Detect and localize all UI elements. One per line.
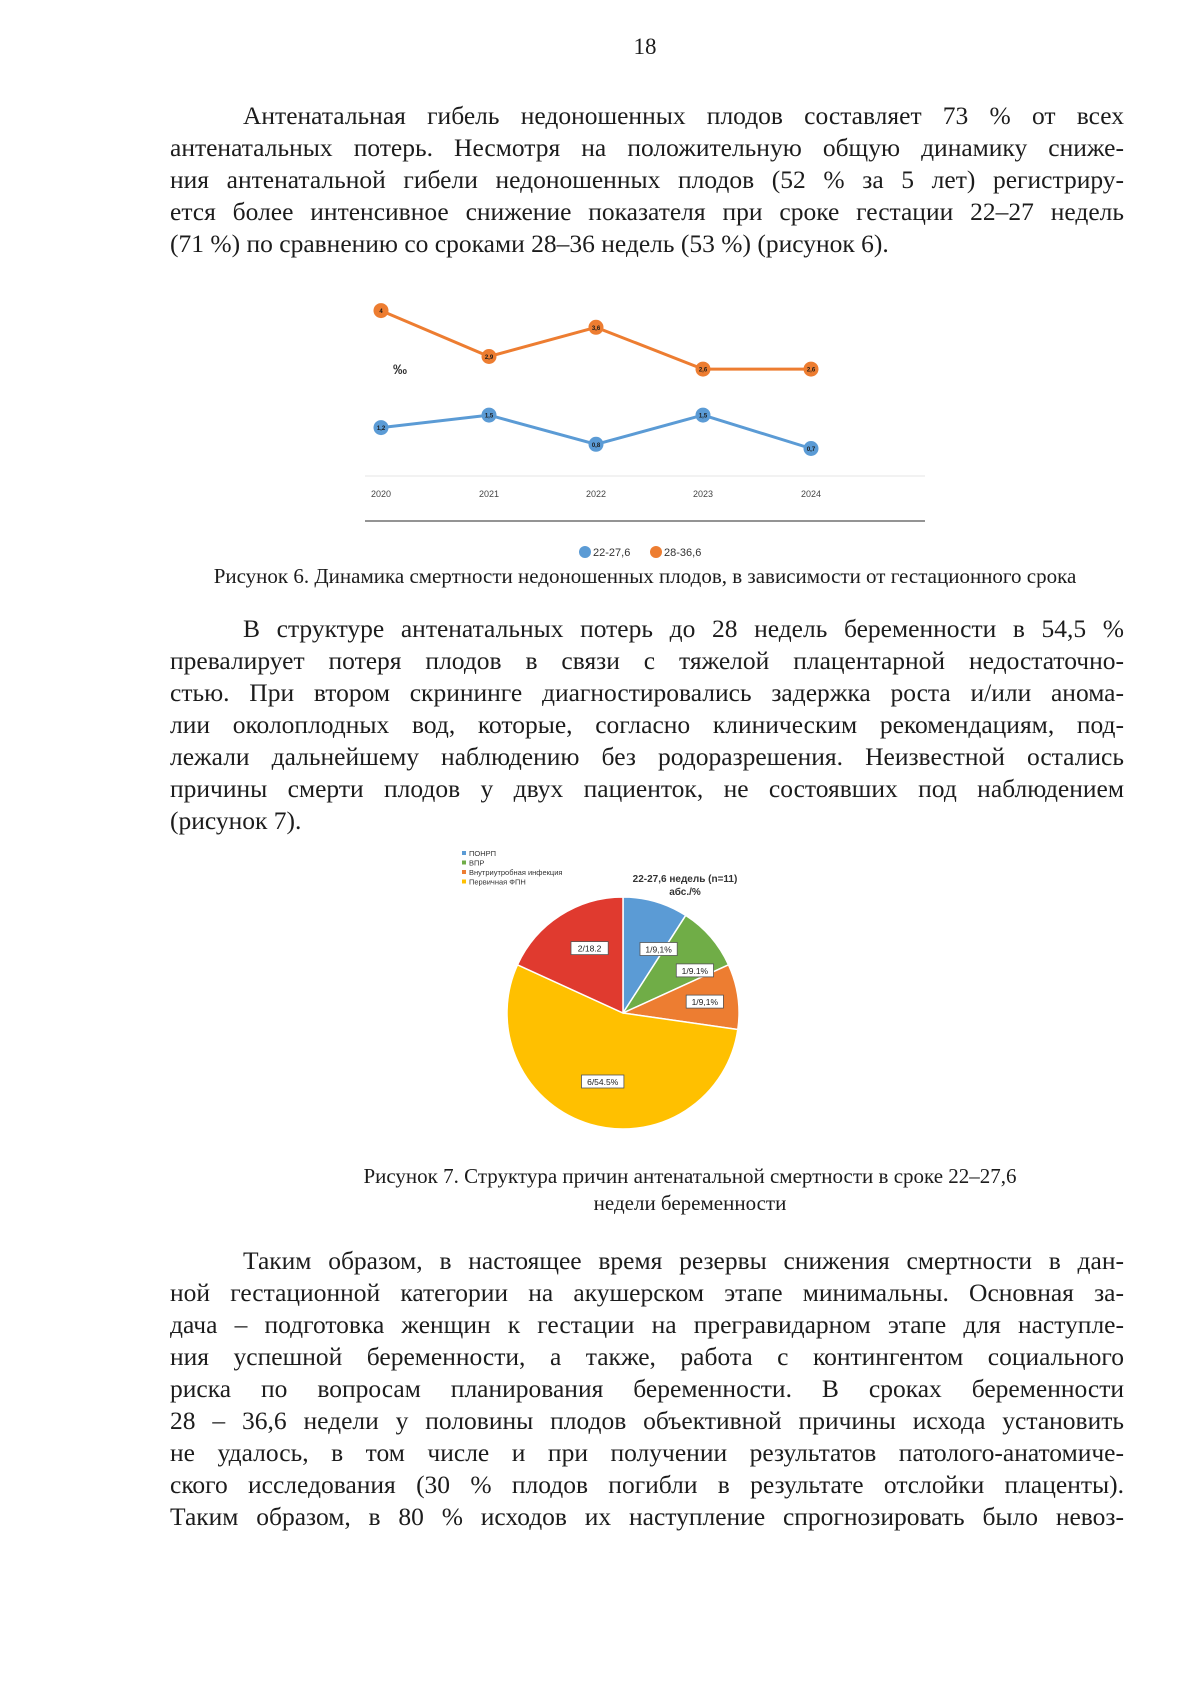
data-label: 2,9: [484, 355, 494, 361]
mortality-line-chart: [360, 290, 940, 560]
legend-swatch: [462, 851, 466, 855]
text-line: причины смерти плодов у двух пациенток, не состоявших под наблюдением: [170, 774, 1124, 803]
data-label: 0,7: [806, 447, 816, 453]
slice-label: 6/54.5%: [587, 1077, 619, 1087]
legend-marker-22-27: [579, 546, 591, 558]
x-tick-label: 2024: [800, 489, 822, 499]
pie-legend: [462, 849, 562, 887]
text-line: Антенатальная гибель недоношенных плодов составляет 73 % от всех: [243, 101, 1124, 130]
text-line: лии околоплодных вод, которые, согласно клиническим рекомендациям, под-: [170, 710, 1124, 739]
pie-title-line2: абс./%: [669, 887, 701, 898]
slice-label: 1/9,1%: [645, 944, 672, 955]
text-line: (71 %) по сравнению со сроками 28–36 недель (53 %) (рисунок 6).: [170, 229, 889, 258]
data-label: 1,5: [484, 413, 494, 420]
data-label: 1,2: [376, 426, 386, 433]
x-tick-label: 2023: [692, 489, 714, 499]
legend-swatch: [462, 870, 466, 874]
data-label: 2,6: [806, 367, 816, 374]
text-line: ского исследования (30 % плодов погибли в результате отслойки плаценты).: [170, 1470, 1124, 1499]
slice-label: 1/9,1%: [691, 997, 719, 1008]
page-number: 18: [633, 34, 657, 59]
text-line: ется более интенсивное снижение показателя при сроке гестации 22–27 недель: [170, 197, 1124, 226]
text-line: лежали дальнейшему наблюдению без родоразрешения. Неизвестной остались: [170, 742, 1124, 771]
text-line: превалирует потеря плодов в связи с тяжелой плацентарной недостаточно-: [170, 646, 1124, 675]
slice-label: 1/9.1%: [681, 965, 709, 976]
legend-label: ВПР: [469, 858, 485, 868]
paragraph-3: [170, 1245, 1124, 1533]
text-line: (рисунок 7).: [170, 806, 302, 835]
legend-label: Внутриутробная инфекция: [469, 868, 563, 877]
text-line: риска по вопросам планирования беременности. В сроках беременности: [170, 1374, 1124, 1403]
chart-legend: [579, 546, 701, 559]
text-line: ния антенатальной гибели недоношенных плодов (52 % за 5 лет) регистриру-: [170, 165, 1124, 194]
legend-label: ПОНРП: [469, 849, 497, 858]
series-28-36-line: [381, 311, 811, 370]
pie-title-line1: 22-27,6 недель (n=11): [632, 874, 738, 885]
text-line: ния успешной беременности, а также, работа с контингентом социального: [170, 1342, 1124, 1371]
text-line: В структуре антенатальных потерь до 28 недель беременности в 54,5 %: [243, 614, 1124, 643]
data-label: 3,6: [591, 325, 601, 332]
caption-line: недели беременности: [593, 1191, 787, 1215]
legend-label-22-27: 22-27,6: [593, 547, 631, 559]
caption-line: Рисунок 7. Структура причин антенатальной смертности в сроке 22–27,6: [363, 1164, 1017, 1188]
data-label: 0,8: [591, 442, 601, 449]
y-axis-unit-label: ‰: [393, 361, 407, 377]
data-label: 2,6: [698, 367, 708, 374]
text-line: Таким образом, в настоящее время резервы снижения смертности в дан-: [243, 1246, 1124, 1275]
slice-label: 2/18.2: [577, 943, 602, 954]
legend-marker-28-36: [650, 546, 662, 558]
x-tick-label: 2021: [478, 489, 500, 499]
figure-7-caption: [280, 1163, 1100, 1217]
text-line: антенатальных потерь. Несмотря на положительную общую динамику сниже-: [170, 133, 1124, 162]
text-line: не удалось, в том числе и при получении результатов патолого-анатомиче-: [170, 1438, 1124, 1467]
text-line: Таким образом, в 80 % исходов их наступление спрогнозировать было невоз-: [170, 1502, 1124, 1531]
text-line: дача – подготовка женщин к гестации на прегравидарном этапе для наступле-: [170, 1310, 1124, 1339]
figure-6-caption: Рисунок 6. Динамика смертности недоношенных плодов, в зависимости от гестационного срока: [213, 564, 1077, 588]
x-tick-label: 2020: [370, 489, 392, 499]
x-tick-label: 2022: [585, 489, 607, 499]
causes-pie-chart: [460, 848, 820, 1148]
text-line: 28 – 36,6 недели у половины плодов объективной причины исхода установить: [170, 1406, 1124, 1435]
paragraph-2: [170, 613, 1124, 837]
legend-swatch: [462, 880, 466, 884]
paragraph-1: [170, 100, 1124, 260]
legend-label-28-36: 28-36,6: [664, 547, 702, 559]
legend-swatch: [462, 861, 466, 865]
text-line: ной гестационной категории на акушерском этапе минимальны. Основная за-: [170, 1278, 1124, 1307]
text-line: стью. При втором скрининге диагностировались задержка роста и/или анома-: [170, 678, 1124, 707]
data-label: 4: [379, 309, 383, 316]
legend-label: Первичная ФПН: [469, 877, 526, 887]
data-label: 1,5: [698, 413, 708, 420]
